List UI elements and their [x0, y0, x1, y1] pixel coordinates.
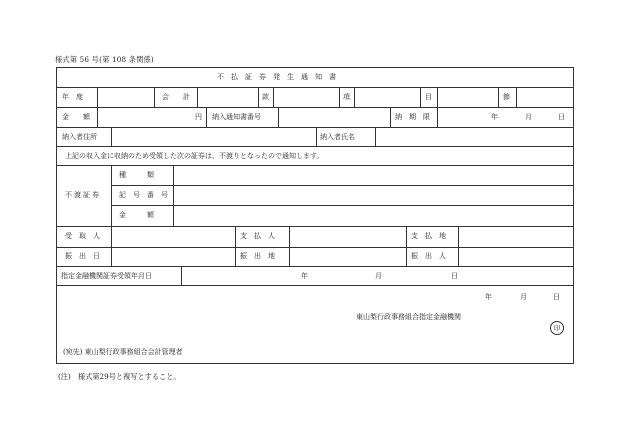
form-title: 不払証券発生通知書	[217, 73, 343, 81]
deadline-label: 納 期 限	[395, 113, 430, 121]
rule	[206, 107, 207, 127]
dishonored-group-label: 不渡証券	[65, 191, 101, 199]
receipt-day: 日	[451, 272, 458, 280]
rule	[181, 266, 182, 285]
rule	[516, 87, 517, 107]
moku-label: 目	[425, 93, 432, 101]
rule	[111, 226, 112, 266]
rule	[316, 127, 317, 146]
rule	[111, 165, 112, 226]
rule	[278, 107, 279, 127]
issue-place-label: 振 出 地	[240, 252, 275, 260]
rule	[339, 87, 340, 107]
yen-unit: 円	[195, 113, 202, 121]
rule	[57, 107, 573, 108]
notice-number-label: 納入通知書番号	[212, 113, 261, 121]
rule	[273, 87, 274, 107]
rule	[57, 146, 573, 147]
addressee: (宛先) 東山梨行政事務組合会計管理者	[63, 348, 183, 356]
rule	[437, 87, 438, 107]
rule	[57, 165, 573, 166]
footer-year: 年	[485, 293, 492, 301]
rule	[375, 127, 376, 146]
rule	[420, 87, 421, 107]
rule	[406, 226, 407, 266]
notice-form	[56, 67, 574, 364]
deadline-month: 月	[525, 113, 532, 121]
amount-label: 金 額	[62, 113, 90, 121]
recipient-label: 受 取 人	[65, 232, 100, 240]
rule	[354, 87, 355, 107]
deadline-year: 年	[491, 113, 498, 121]
kou-label: 項	[343, 93, 350, 101]
rule	[57, 127, 573, 128]
number-label: 記 号 番 号	[119, 191, 168, 199]
footer-day: 日	[553, 293, 560, 301]
issue-date-label: 振 出 日	[65, 252, 100, 260]
security-amount-label: 金 額	[119, 211, 154, 219]
pay-place-label: 支 払 地	[411, 232, 446, 240]
rule	[111, 205, 573, 206]
rule	[57, 285, 573, 286]
payer-name-label: 納入者氏名	[320, 133, 355, 141]
rule	[437, 107, 438, 127]
rule	[154, 87, 155, 107]
rule	[498, 87, 499, 107]
receipt-month: 月	[375, 272, 382, 280]
rule	[111, 127, 112, 146]
rule	[57, 87, 573, 88]
form-caption: 様式第 56 号(第 108 条関係)	[55, 55, 154, 64]
rule	[57, 226, 573, 227]
notice-text: 上記の収入金に収納のため受領した次の証券は、不渡りとなったので通知します。	[65, 152, 324, 160]
bank-receipt-label: 指定金融機関証券受領年月日	[61, 272, 152, 280]
seal-mark: 印	[550, 321, 564, 335]
rule	[258, 87, 259, 107]
issuer-name: 東山梨行政事務組合指定金融機関	[356, 313, 461, 321]
fiscal-year-label: 年 度	[62, 93, 83, 101]
rule	[173, 165, 174, 226]
rule	[390, 107, 391, 127]
receipt-year: 年	[301, 272, 308, 280]
rule	[197, 87, 198, 107]
rule	[97, 107, 98, 127]
rule	[111, 185, 573, 186]
rule	[289, 226, 290, 266]
form-note: (注) 様式第29号と複写とすること。	[58, 372, 181, 381]
kan-label: 款	[262, 93, 269, 101]
payer-label: 支 払 人	[240, 232, 275, 240]
payer-address-label: 納入者住所	[62, 133, 97, 141]
kind-label: 種 類	[119, 171, 154, 179]
deadline-day: 日	[558, 113, 565, 121]
rule	[458, 226, 459, 266]
drawer-label: 振 出 人	[411, 252, 446, 260]
rule	[97, 87, 98, 107]
rule	[57, 266, 573, 267]
footer-month: 月	[520, 293, 527, 301]
account-label: 会 計	[162, 93, 190, 101]
setsu-label: 節	[503, 93, 510, 101]
rule	[235, 226, 236, 266]
rule	[57, 247, 573, 248]
